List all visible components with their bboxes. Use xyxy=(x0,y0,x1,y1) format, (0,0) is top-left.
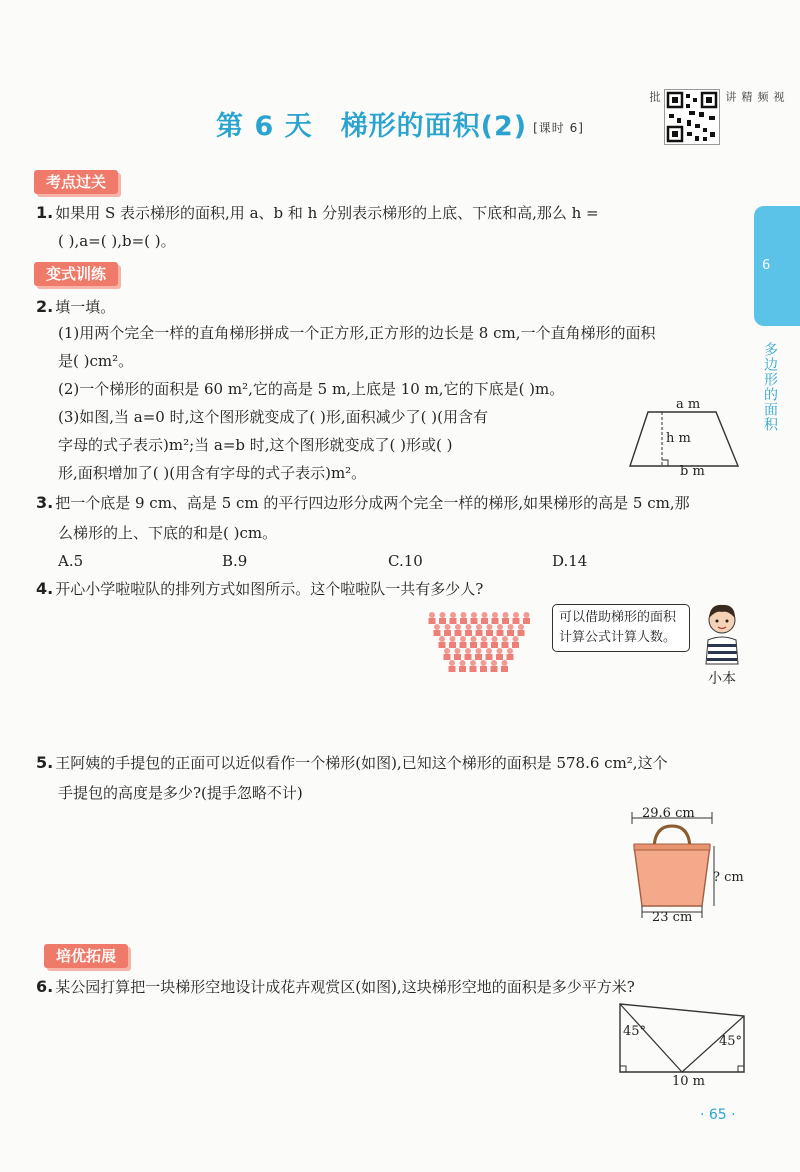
trapezoid-top-label: a m xyxy=(676,397,701,412)
q3-line2[interactable]: 么梯形的上、下底的和是( )cm。 xyxy=(58,524,278,542)
cheerleader-figure xyxy=(507,624,514,636)
cheerleader-figure xyxy=(444,624,451,636)
q5-line1 xyxy=(36,752,668,774)
trapezoid-bottom-label: b m xyxy=(680,464,705,479)
cheerleader-figure xyxy=(502,612,509,624)
q6-line xyxy=(36,976,635,998)
cheerleader-figure xyxy=(497,624,504,636)
cheerleader-figure xyxy=(513,612,520,624)
section-badge-advanced: 培优拓展 xyxy=(44,944,128,968)
qr-right-caption: 视频精讲 xyxy=(724,91,785,104)
cheerleader-figure xyxy=(429,612,436,624)
topic-label: 梯形的面积(2) xyxy=(340,111,528,142)
cheerleader-figure xyxy=(450,612,457,624)
cheerleader-figure xyxy=(439,636,446,648)
chapter-tab[interactable] xyxy=(754,206,800,326)
q3-option-c[interactable]: C.10 xyxy=(388,552,423,570)
cheerleader-figure xyxy=(449,636,456,648)
cheerleader-figure xyxy=(481,636,488,648)
q2-p1-line2[interactable]: 是( )cm²。 xyxy=(58,352,134,370)
cheerleader-figure xyxy=(502,636,509,648)
cheerleader-formation-figure xyxy=(428,610,538,672)
section-badge-basics: 考点过关 xyxy=(34,170,118,194)
cheerleader-figure xyxy=(471,612,478,624)
cheerleader-figure xyxy=(439,612,446,624)
q2-p2[interactable]: (2)一个梯形的面积是 60 m²,它的高是 5 m,上底是 10 m,它的下底是( )m。 xyxy=(58,380,565,398)
q4-number: 4. xyxy=(36,579,54,598)
speech-line1: 可以借助梯形的面积 xyxy=(559,610,677,625)
cheerleader-figure xyxy=(491,660,498,672)
cheerleader-figure xyxy=(496,648,503,660)
q1-number: 1. xyxy=(36,203,54,222)
chapter-name: 多边形的面积 xyxy=(762,342,778,432)
cheerleader-figure xyxy=(475,648,482,660)
q2-p1-line1: (1)用两个完全一样的直角梯形拼成一个正方形,正方形的边长是 8 cm,一个直角梯形的面积 xyxy=(58,324,656,342)
q3-text1: 把一个底是 9 cm、高是 5 cm 的平行四边形分成两个完全一样的梯形,如果梯形的高是 5 cm,那 xyxy=(55,494,690,512)
q3-option-d[interactable]: D.14 xyxy=(552,552,588,570)
cheerleader-figure xyxy=(434,624,441,636)
q2-title-text: 填一填。 xyxy=(55,298,116,316)
cheerleader-figure xyxy=(491,636,498,648)
boy-name-label: 小本 xyxy=(708,671,736,687)
section-badge-practice: 变式训练 xyxy=(34,262,118,286)
q2-p3-line3[interactable]: 形,面积增加了( )(用含有字母的式子表示)m²。 xyxy=(58,464,367,482)
q3-option-a[interactable]: A.5 xyxy=(58,552,84,570)
cheerleader-figure xyxy=(523,612,530,624)
q6-text: 某公园打算把一块梯形空地设计成花卉观赏区(如图),这块梯形空地的面积是多少平方米? xyxy=(55,978,635,996)
q5-text1: 王阿姨的手提包的正面可以近似看作一个梯形(如图),已知这个梯形的面积是 578.6 cm²,这个 xyxy=(55,754,668,772)
q2-p3-line1[interactable]: (3)如图,当 a=0 时,这个图形就变成了( )形,面积减少了( )(用含有 xyxy=(58,408,488,426)
q3-option-b[interactable]: B.9 xyxy=(222,552,248,570)
left-angle-label: 45° xyxy=(623,1024,647,1039)
cheerleader-figure xyxy=(460,612,467,624)
cheerleader-figure xyxy=(518,624,525,636)
cheerleader-figure xyxy=(444,648,451,660)
cheerleader-figure xyxy=(486,648,493,660)
cheerleader-figure xyxy=(454,648,461,660)
q2-title xyxy=(36,296,115,318)
cheerleader-figure xyxy=(470,660,477,672)
qr-code-icon[interactable] xyxy=(664,89,720,145)
cheerleader-figure xyxy=(501,660,508,672)
handbag-top-label: 29.6 cm xyxy=(642,806,695,821)
q2-p3-line2[interactable]: 字母的式子表示)m²;当 a=b 时,这个图形就变成了( )形或( ) xyxy=(58,436,453,454)
cheerleader-figure xyxy=(512,636,519,648)
cheerleader-figure xyxy=(465,624,472,636)
q4-text: 开心小学啦啦队的排列方式如图所示。这个啦啦队一共有多少人? xyxy=(55,580,484,598)
cheerleader-figure xyxy=(480,660,487,672)
q2-number: 2. xyxy=(36,297,54,316)
cheerleader-figure xyxy=(459,660,466,672)
cheerleader-figure xyxy=(507,648,514,660)
lesson-label: [课时 6] xyxy=(533,121,584,135)
q5-number: 5. xyxy=(36,753,54,772)
page-number: · 65 · xyxy=(700,1107,736,1123)
cheerleader-figure xyxy=(470,636,477,648)
cheerleader-figure xyxy=(481,612,488,624)
handbag-height-label: ? cm xyxy=(713,870,744,885)
q1-line1 xyxy=(36,202,599,224)
cheerleader-figure xyxy=(465,648,472,660)
boy-character-icon xyxy=(698,600,746,666)
handbag-bottom-label: 23 cm xyxy=(652,910,693,925)
cheerleader-figure xyxy=(460,636,467,648)
cheerleader-figure xyxy=(492,612,499,624)
q1-text1: 如果用 S 表示梯形的面积,用 a、b 和 h 分别表示梯形的上底、下底和高,那么 h = xyxy=(55,204,599,222)
speech-line2: 计算公式计算人数。 xyxy=(559,630,677,645)
q3-number: 3. xyxy=(36,493,54,512)
cheerleader-figure xyxy=(449,660,456,672)
q3-line1 xyxy=(36,492,690,514)
q5-line2: 手提包的高度是多少?(提手忽略不计) xyxy=(58,784,303,802)
cheerleader-figure xyxy=(455,624,462,636)
right-angle-label: 45° xyxy=(719,1034,743,1049)
handbag-figure xyxy=(624,806,720,924)
cheerleader-figure xyxy=(476,624,483,636)
q4-line xyxy=(36,578,483,600)
chapter-number: 6 xyxy=(762,258,771,273)
q1-line2[interactable]: ( ),a=( ),b=( )。 xyxy=(58,232,176,250)
bottom-length-label: 10 m xyxy=(672,1074,706,1089)
cheerleader-figure xyxy=(486,624,493,636)
day-label: 第 6 天 xyxy=(216,111,313,142)
q6-number: 6. xyxy=(36,977,54,996)
qr-left-caption: 批 xyxy=(648,91,661,104)
speech-bubble xyxy=(552,604,690,652)
trapezoid-height-label: h m xyxy=(666,431,691,446)
